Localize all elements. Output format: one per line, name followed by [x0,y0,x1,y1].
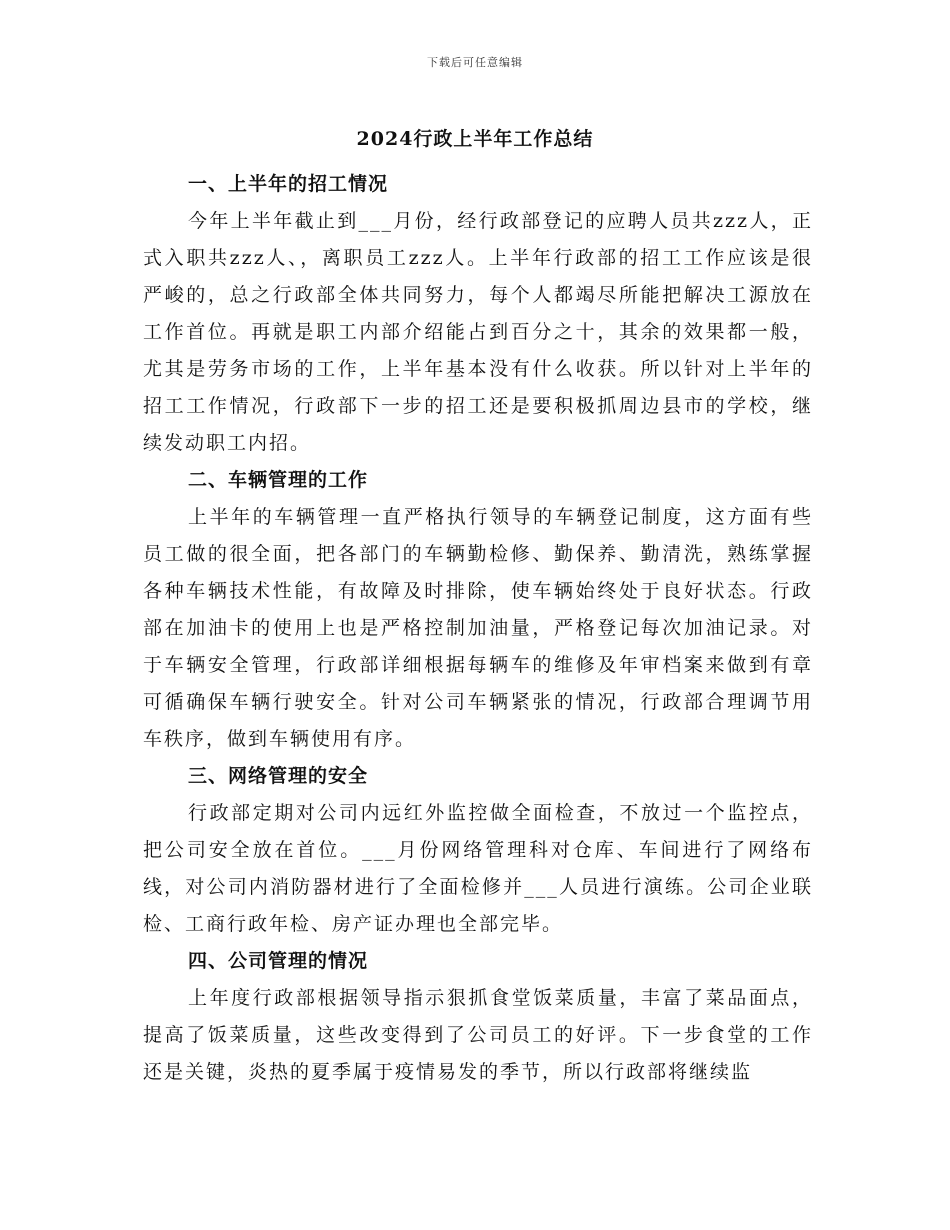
page-title: 2024行政上半年工作总结 [356,128,594,150]
header-note: 下载后可任意编辑 [427,56,523,69]
section-heading-3: 三、网络管理的安全 [188,765,369,787]
section-paragraph-2: 上半年的车辆管理一直严格执行领导的车辆登记制度，这方面有些员工做的很全面，把各部门的车辆勤检修、勤保养、勤清洗，熟练掌握各种车辆技术性能，有故障及时排除，使车辆始终处于良好状态。行政部在加油卡的使用上也是严格控制加油量，严格登记每次加油记录。对于车辆安全管理，行政部详细根据每辆车的维修及年审档案来做到有章可循确保车辆行驶安全。针对公司车辆紧张的情况，行政部合理调节用车秩序，做到车辆使用有序。 [143,506,813,750]
section-paragraph-3: 行政部定期对公司内远红外监控做全面检查，不放过一个监控点，把公司安全放在首位。___月份网络管理科对仓库、车间进行了网络布线，对公司内消防器材进行了全面检修并___人员进行演练。公司企业联检、工商行政年检、房产证办理也全部完毕。 [143,802,813,935]
section-heading-2: 二、车辆管理的工作 [188,469,369,491]
section-heading-4: 四、公司管理的情况 [188,950,369,972]
document-body [143,166,813,1091]
section-paragraph-1: 今年上半年截止到___月份，经行政部登记的应聘人员共zzz人，正式入职共zzz人、，离职员工zzz人。上半年行政部的招工工作应该是很严峻的，总之行政部全体共同努力，每个人都竭尽所能把解决工源放在工作首位。再就是职工内部介绍能占到百分之十，其余的效果都一般，尤其是劳务市场的工作，上半年基本没有什么收获。所以针对上半年的招工工作情况，行政部下一步的招工还是要积极抓周边县市的学校，继续发动职工内招。 [143,210,813,454]
section-heading-1: 一、上半年的招工情况 [188,173,389,195]
section-paragraph-4: 上年度行政部根据领导指示狠抓食堂饭菜质量，丰富了菜品面点，提高了饭菜质量，这些改变得到了公司员工的好评。下一步食堂的工作还是关键，炎热的夏季属于疫情易发的季节，所以行政部将继续监 [143,987,813,1083]
